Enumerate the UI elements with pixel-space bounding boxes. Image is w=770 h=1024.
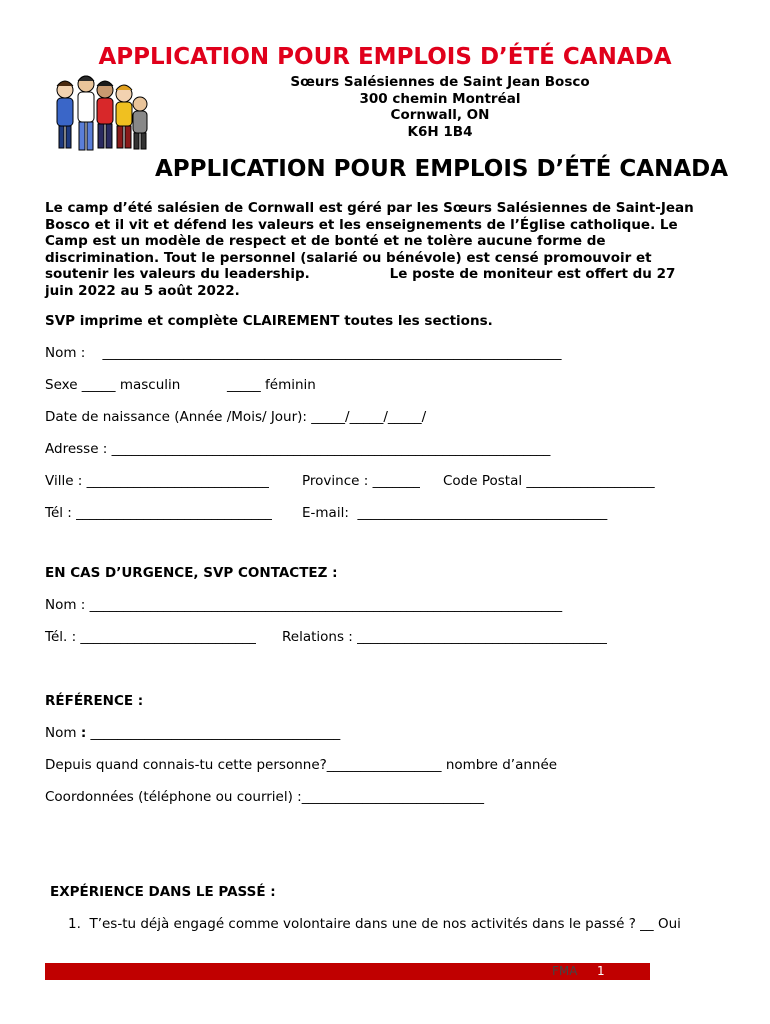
reference-name-label: Nom — [45, 725, 77, 741]
main-title: APPLICATION POUR EMPLOIS D’ÉTÉ CANADA — [155, 156, 729, 182]
intro-line: Bosco et il vit et défend les valeurs et les enseignements de l’Église catholique. Le — [45, 216, 678, 233]
intro-line: discrimination. Tout le personnel (salarié ou bénévole) est censé promouvoir et — [45, 249, 652, 266]
experience-question-1[interactable]: 1. T’es-tu déjà engagé comme volontaire dans une de nos activités dans le passé ? __ Oui — [68, 916, 681, 932]
intro-line: soutenir les valeurs du leadership. Le poste de moniteur est offert du 27 — [45, 266, 676, 282]
emergency-phone-field[interactable]: Tél. : __________________________ — [45, 629, 256, 645]
emergency-heading: EN CAS D’URGENCE, SVP CONTACTEZ : — [45, 565, 338, 581]
city-field[interactable]: Ville : ___________________________ — [45, 473, 269, 489]
reference-name-colon: : — [80, 725, 87, 741]
sex-male-field[interactable]: Sexe _____ masculin — [45, 377, 181, 393]
page-number: 1 — [597, 964, 605, 978]
address-line: Sœurs Salésiennes de Saint Jean Bosco — [290, 74, 590, 90]
intro-line: Le camp d’été salésien de Cornwall est géré par les Sœurs Salésiennes de Saint-Jean — [45, 200, 694, 216]
footer-label: FMA — [552, 964, 578, 978]
emergency-name-field[interactable]: Nom : ______________________________________________________________________ — [45, 597, 563, 613]
reference-name-field[interactable] — [45, 725, 340, 741]
instruction-text: SVP imprime et complète CLAIREMENT toutes les sections. — [45, 313, 493, 329]
reference-since-field[interactable]: Depuis quand connais-tu cette personne?_________________ nombre d’année — [45, 757, 558, 773]
organization-address — [280, 74, 600, 140]
experience-heading: EXPÉRIENCE DANS LE PASSÉ : — [50, 884, 276, 900]
reference-heading: RÉFÉRENCE : — [45, 693, 144, 709]
reference-name-line[interactable]: _____________________________________ — [86, 725, 341, 741]
intro-paragraph — [45, 200, 710, 299]
phone-field[interactable]: Tél : _____________________________ — [45, 505, 272, 521]
sex-female-field[interactable]: _____ féminin — [227, 377, 316, 393]
address-line: K6H 1B4 — [407, 123, 473, 140]
header-title: APPLICATION POUR EMPLOIS D’ÉTÉ CANADA — [98, 44, 672, 70]
address-line: 300 chemin Montréal — [359, 90, 521, 107]
emergency-relations-field[interactable]: Relations : _____________________________________ — [282, 629, 607, 645]
kids-logo-illustration — [50, 68, 150, 158]
birthdate-field[interactable]: Date de naissance (Année /Mois/ Jour): _____/_____/_____/ — [45, 409, 427, 425]
province-field[interactable]: Province : _______ — [302, 473, 420, 489]
postal-code-field[interactable]: Code Postal ___________________ — [443, 473, 655, 489]
address-line: Cornwall, ON — [390, 107, 490, 123]
intro-line: juin 2022 au 5 août 2022. — [45, 282, 240, 299]
email-field[interactable]: E-mail: _____________________________________ — [302, 505, 608, 521]
name-field[interactable]: Nom : ____________________________________________________________________ — [45, 345, 562, 361]
address-field[interactable]: Adresse : _________________________________________________________________ — [45, 441, 551, 457]
reference-contact-field[interactable]: Coordonnées (téléphone ou courriel) :___________________________ — [45, 789, 484, 805]
intro-line: Camp est un modèle de respect et de bonté et ne tolère aucune forme de — [45, 233, 606, 249]
